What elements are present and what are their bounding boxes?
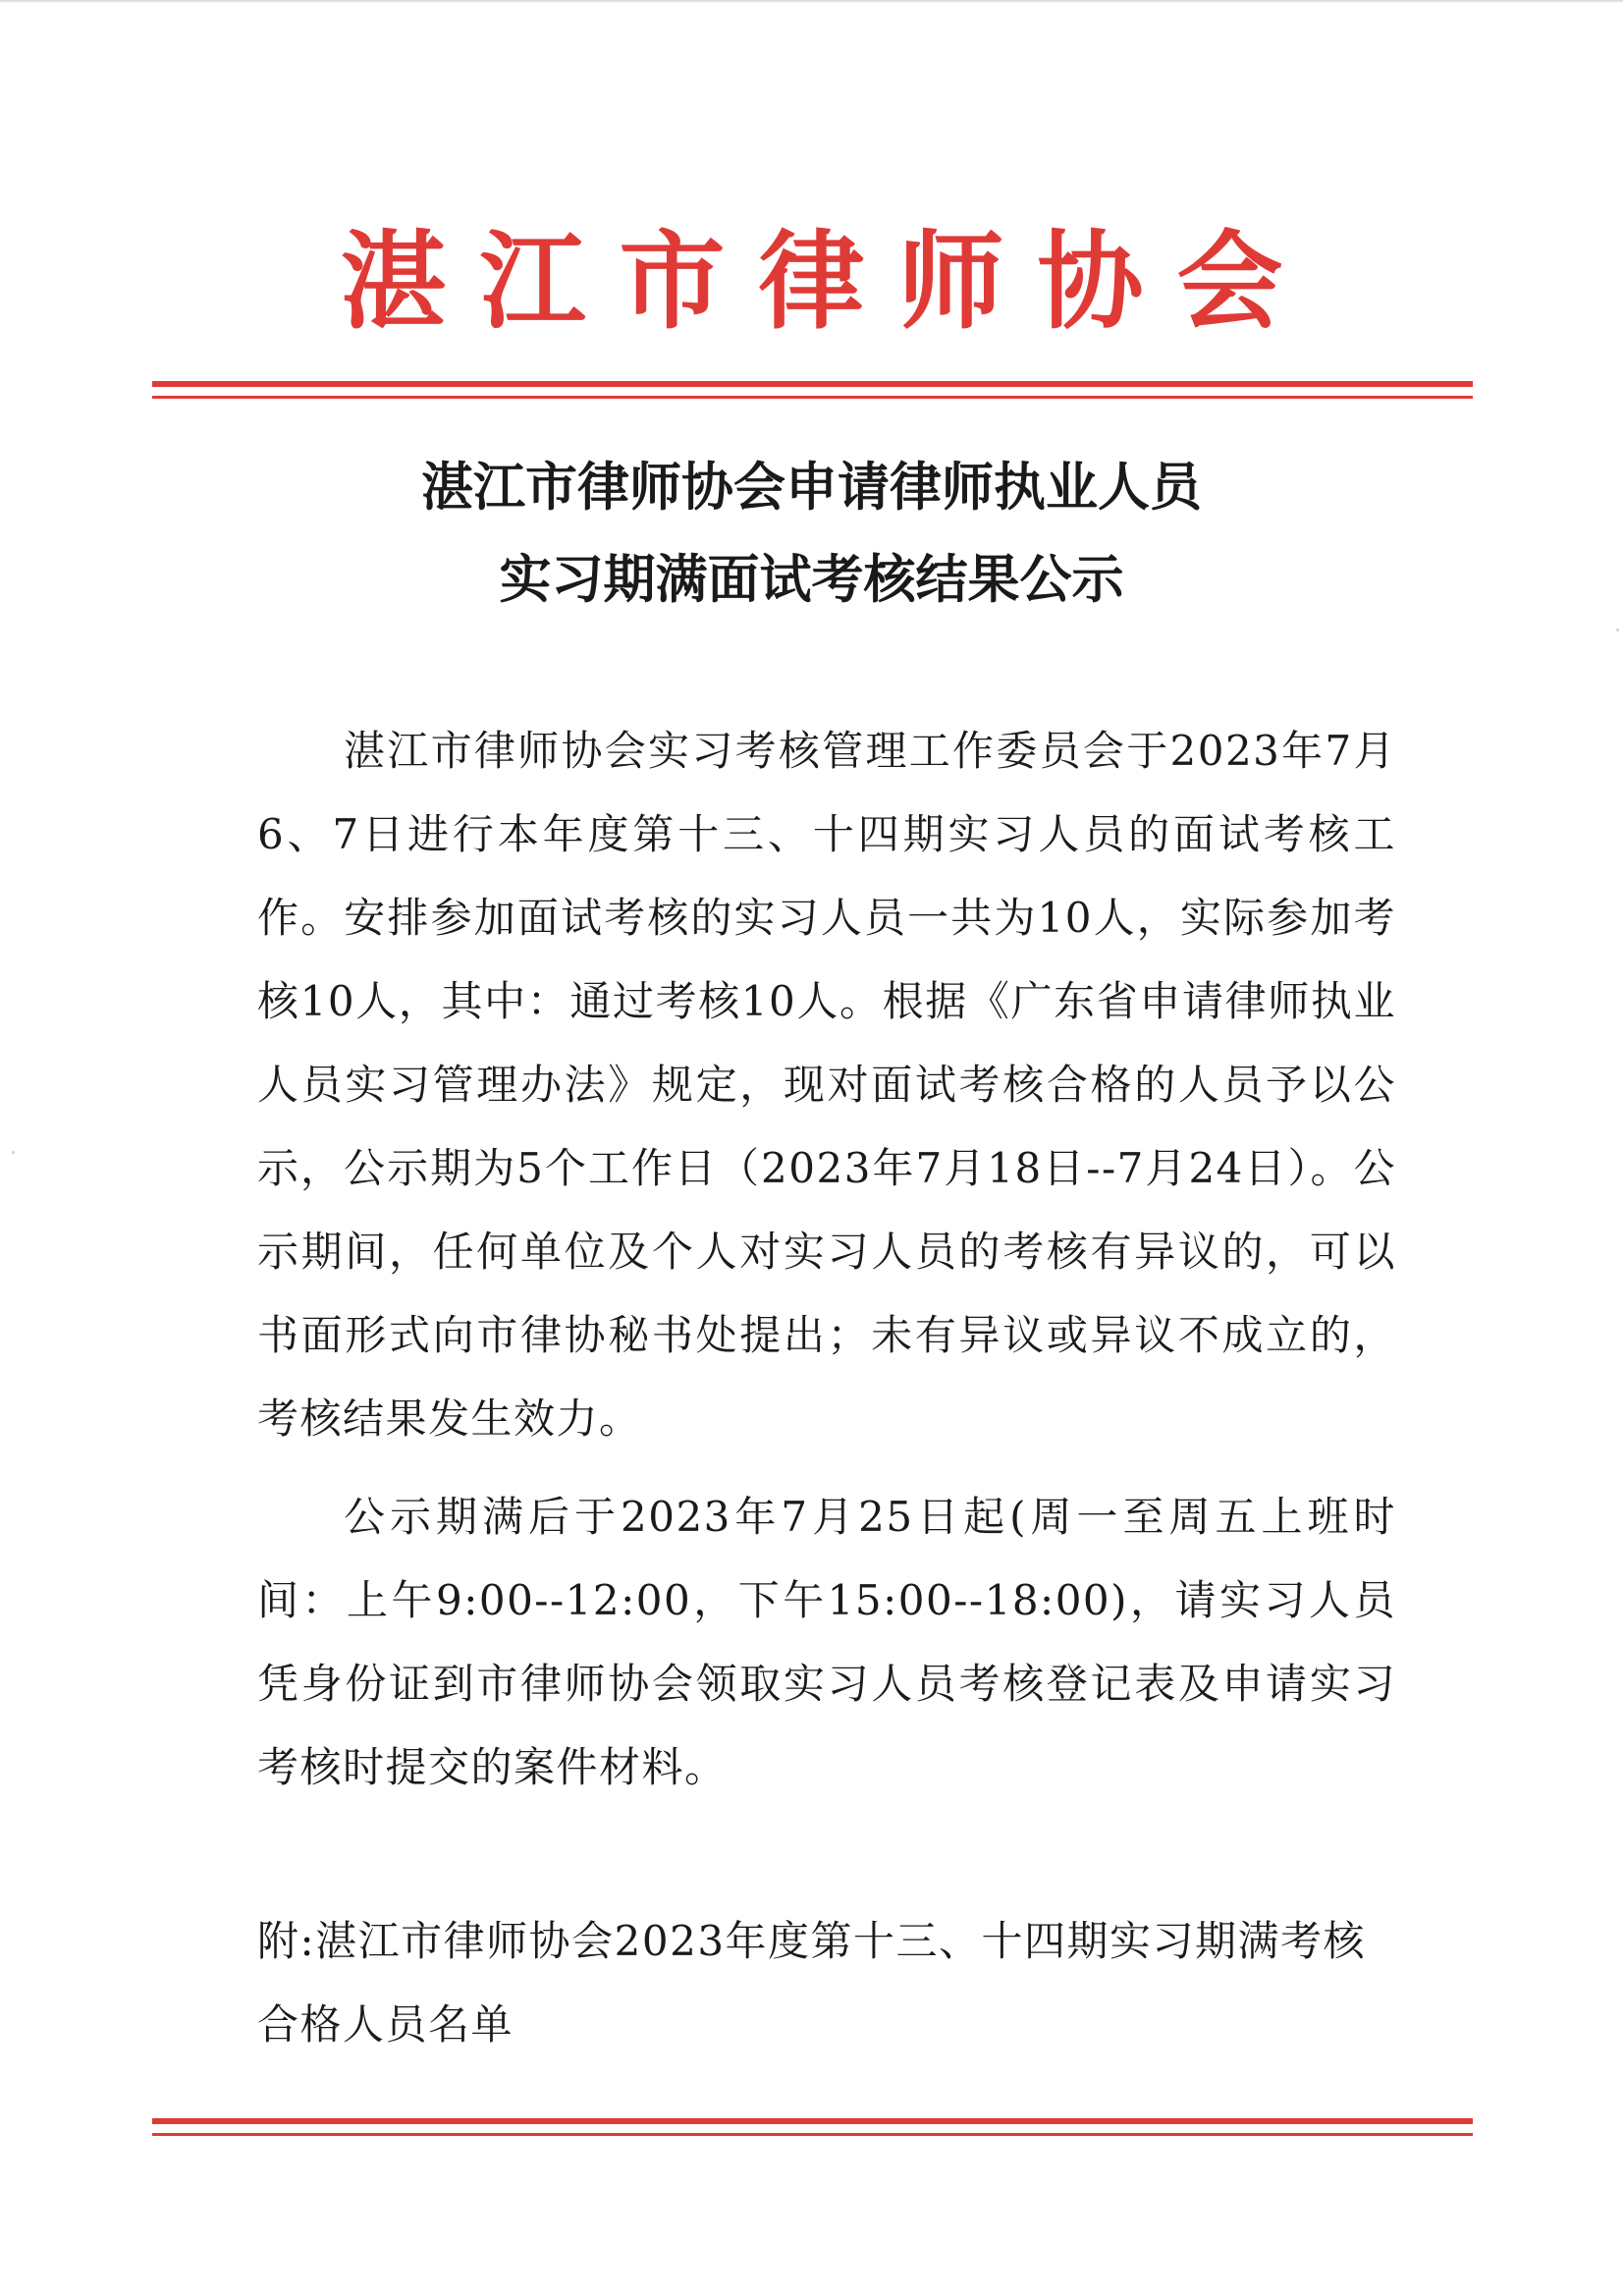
attachment-note: 附:湛江市律师协会2023年度第十三、十四期实习期满考核合格人员名单	[257, 1917, 1367, 2049]
organization-header: 湛江市律师协会	[340, 221, 1317, 344]
header-divider-thin	[152, 396, 1473, 399]
footer-divider-thin	[152, 2133, 1473, 2136]
scan-speck	[12, 1151, 15, 1154]
header-divider-thick	[152, 381, 1473, 387]
scan-edge	[0, 0, 1623, 3]
footer-divider-thick	[152, 2118, 1473, 2124]
scan-speck	[1616, 629, 1619, 631]
document-title-line-2: 实习期满面试考核结果公示	[499, 550, 1124, 610]
document-title-line-1: 湛江市律师协会申请律师执业人员	[421, 458, 1202, 518]
body-paragraph-1: 湛江市律师协会实习考核管理工作委员会于2023年7月6、7日进行本年度第十三、十四期实习人员的面试考核工作。安排参加面试考核的实习人员一共为10人，实际参加考核10人，其中：通过考核10人。根据《广东省申请律师执业人员实习管理办法》规定，现对面试考核合格的人员予以公示，公示期为5个工作日（2023年7月18日--7月24日）。公示期间，任何单位及个人对实习人员的考核有异议的，可以书面形式向市律协秘书处提出；未有异议或异议不成立的，考核结果发生效力。	[257, 727, 1396, 1443]
body-paragraph-2: 公示期满后于2023年7月25日起(周一至周五上班时间：上午9:00--12:00，下午15:00--18:00)，请实习人员凭身份证到市律师协会领取实习人员考核登记表及申请实习考核时提交的案件材料。	[257, 1493, 1396, 1791]
